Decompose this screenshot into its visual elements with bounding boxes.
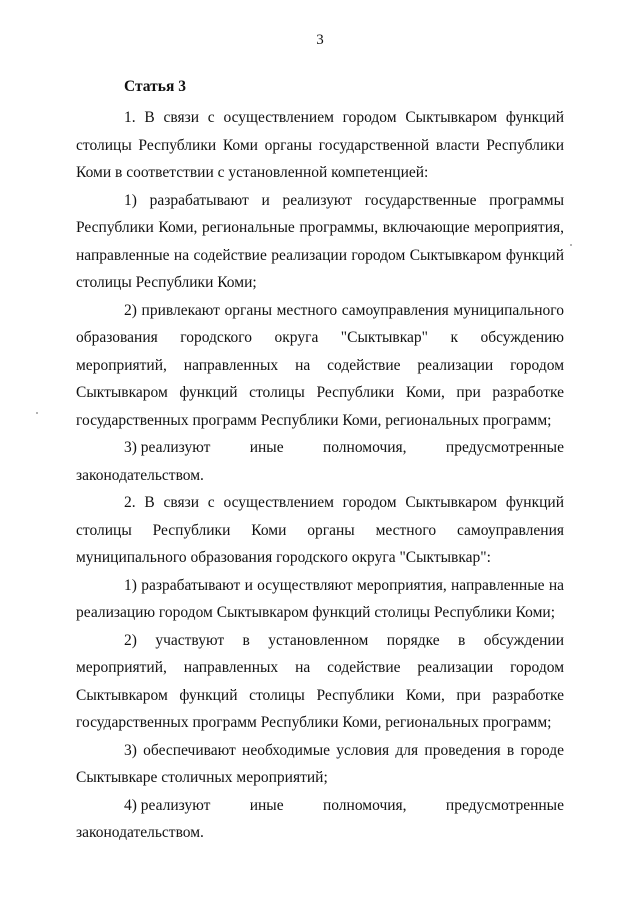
paragraph-1-intro: 1. В связи с осуществлением городом Сыктывкаром функций столицы Республики Коми органы государственной власти Республики Коми в соответствии с установленной компетенцией: <box>76 109 564 181</box>
paragraph-1-item-3 <box>76 434 564 462</box>
paragraph-2-intro-line-2 <box>76 517 564 545</box>
item-3-word: полномочия, <box>322 439 407 456</box>
item-4-word: иные <box>249 796 284 814</box>
paragraph-2-intro-line-1 <box>76 489 564 517</box>
item-3-word: 3) реализуют <box>124 439 211 456</box>
paragraph-2-item-2: 2) участвуют в установленном порядке в обсуждении мероприятий, направленных на содействие реализации городом Сыктывкаром функций столицы Республики Коми, при разработке государственных программ Республики Коми, региональных программ; <box>76 631 564 731</box>
item-3-word: иные <box>249 439 284 456</box>
item-4-word: предусмотренные <box>445 796 564 814</box>
intro-word: местного <box>375 521 437 539</box>
paragraph-2-item-4 <box>76 792 564 820</box>
item-4-word: 4) реализуют <box>124 796 211 814</box>
page-number: 3 <box>316 32 324 48</box>
paragraph-2-intro-text: 2. В связи с осуществлением городом Сыктывкаром функций <box>124 494 564 511</box>
paragraph-1-item-1: 1) разрабатывают и реализуют государственные программы Республики Коми, региональные программы, включающие мероприятия, направленные на содействие реализации городом Сыктывкаром функций столицы Республики Коми; <box>76 191 564 291</box>
intro-word: самоуправления <box>456 521 564 539</box>
document-body <box>76 76 564 847</box>
paragraph-2-item-1: 1) разрабатывают и осуществляют мероприятия, направленные на реализацию городом Сыктывкаром функций столицы Республики Коми; <box>76 576 564 621</box>
article-title: Статья 3 <box>124 78 186 95</box>
item-3-word: предусмотренные <box>445 439 564 456</box>
paragraph-2-intro-line-3: муниципального образования городского округа "Сыктывкар": <box>76 549 491 566</box>
scan-speck <box>36 412 38 414</box>
paragraph-2-item-3: 3) обеспечивают необходимые условия для проведения в городе Сыктывкаре столичных мероприятий; <box>76 741 564 786</box>
item-4-word: полномочия, <box>322 796 407 814</box>
intro-word: Республики <box>152 521 231 539</box>
scan-speck <box>570 244 572 246</box>
intro-word: Коми <box>251 521 287 539</box>
paragraph-1-item-3-tail: законодательством. <box>76 466 204 484</box>
intro-word: столицы <box>76 521 132 539</box>
paragraph-1-item-2: 2) привлекают органы местного самоуправления муниципального образования городского округа "Сыктывкар" к обсуждению мероприятий, направленных на содействие реализации городом Сыктывкаром функций столицы Республики Коми, при разработке государственных программ Республики Коми, региональных программ; <box>76 301 564 429</box>
paragraph-2-item-4-tail: законодательством. <box>76 824 204 841</box>
intro-word: органы <box>307 521 355 539</box>
